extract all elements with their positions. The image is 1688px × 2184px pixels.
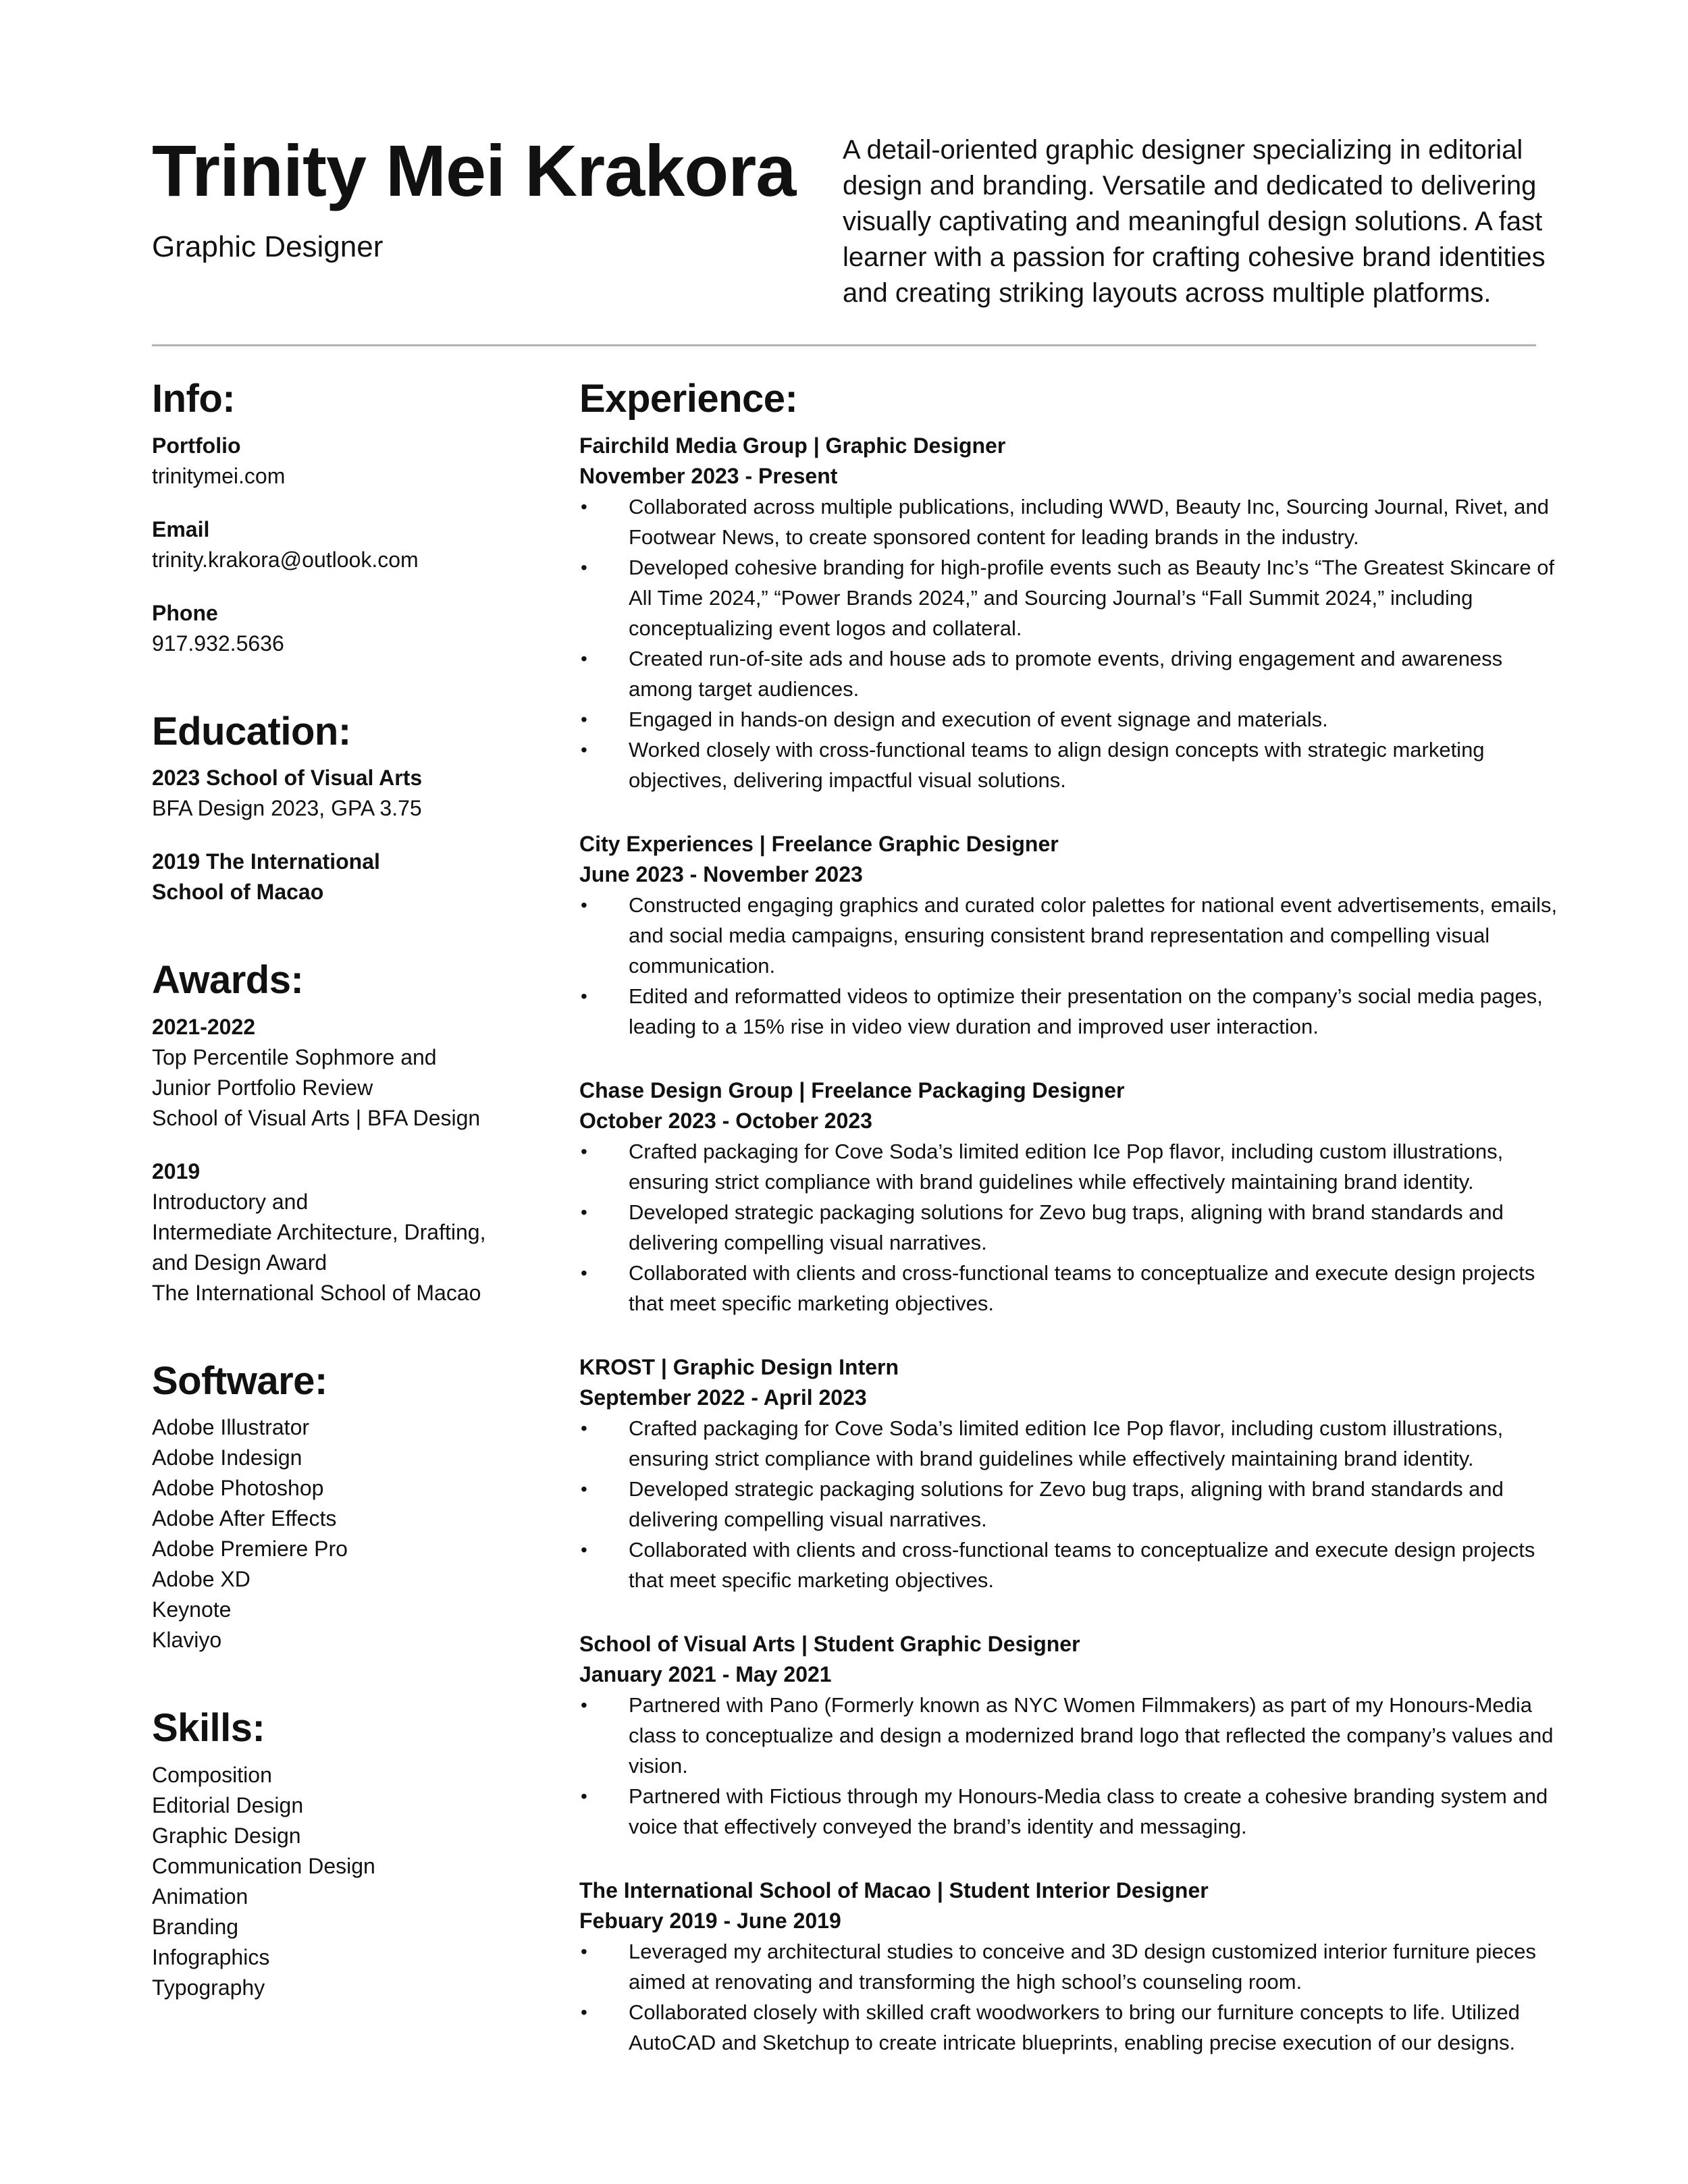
info-heading: Info: [152, 377, 236, 421]
skill-item: Communication Design [152, 1853, 375, 1878]
job-bullets [579, 1936, 1558, 2058]
bullet-text: Developed cohesive branding for high-profile events such as Beauty Inc’s “The Greatest Skincare of All Time 2024,” “Power Brands 2024,” and Sourcing Journal’s “Fall Summit 2024,” including conceptualizing event logos and collateral. [629, 555, 1555, 640]
award-line: Introductory and [152, 1189, 309, 1214]
bullet-text: Edited and reformatted videos to optimize their presentation on the company’s social media pages, leading to a 15% rise in video view duration and improved user interaction. [629, 984, 1543, 1038]
bullet-item [579, 491, 1558, 552]
award-item [152, 1012, 557, 1134]
software-item: Adobe Indesign [152, 1445, 302, 1470]
job-entry [579, 431, 1558, 795]
skill-item: Typography [152, 1975, 265, 2000]
bullet-text: Crafted packaging for Cove Soda’s limited edition Ice Pop flavor, including custom illustrations, ensuring strict compliance with brand guidelines while effectively maintaining brand identity. [629, 1139, 1504, 1194]
job-bullets [579, 1690, 1558, 1842]
software-item: Adobe XD [152, 1567, 250, 1591]
bullet-text: Partnered with Pano (Formerly known as NYC Women Filmmakers) as part of my Honours-Media class to conceptualize and design a modernized brand logo that reflected the company’s values and vision. [629, 1693, 1554, 1778]
bullet-item [579, 643, 1558, 704]
bullet-icon: • [581, 894, 587, 915]
bullet-text: Collaborated closely with skilled craft woodworkers to bring our furniture concepts to life. Utilized AutoCAD and Sketchup to create intricate blueprints, enabling precise execution of our designs. [629, 2000, 1520, 2054]
skill-item: Composition [152, 1762, 272, 1787]
software-item: Adobe After Effects [152, 1506, 337, 1530]
bullet-text: Engaged in hands-on design and execution of event signage and materials. [629, 707, 1328, 731]
bullet-icon: • [581, 1201, 587, 1223]
job-dates: June 2023 - November 2023 [579, 861, 863, 886]
bullet-item [579, 1690, 1558, 1781]
bullet-item [579, 735, 1558, 795]
award-line: and Design Award [152, 1250, 327, 1275]
info-phone [152, 598, 557, 659]
job-dates: Febuary 2019 - June 2019 [579, 1908, 841, 1933]
bullet-text: Collaborated across multiple publications, including WWD, Beauty Inc, Sourcing Journal, Rivet, and Footwear News, to create sponsored content for leading brands in the industry. [629, 494, 1549, 549]
bullet-icon: • [581, 739, 587, 760]
bullet-item [579, 1258, 1558, 1319]
awards-section [152, 956, 557, 1308]
skill-item: Branding [152, 1914, 239, 1939]
job-bullets [579, 1136, 1558, 1319]
bullet-item [579, 981, 1558, 1042]
bullet-item [579, 1997, 1558, 2058]
bullet-icon: • [581, 1478, 587, 1499]
skill-item: Editorial Design [152, 1792, 304, 1817]
bullet-item [579, 704, 1558, 735]
bullet-text: Partnered with Fictious through my Honours-Media class to create a cohesive branding system and voice that effectively conveyed the brand’s identity and messaging. [629, 1784, 1548, 1838]
skill-item: Animation [152, 1884, 248, 1909]
award-year: 2019 [152, 1158, 201, 1183]
job-entry [579, 1629, 1558, 1842]
award-item [152, 1156, 557, 1308]
education-label: School of Macao [152, 880, 324, 904]
software-item: Klaviyo [152, 1628, 222, 1652]
left-column [152, 375, 557, 2003]
bullet-text: Constructed engaging graphics and curated color palettes for national event advertisements, emails, and social media campaigns, ensuring consistent brand representation and compelling visual communication. [629, 893, 1558, 978]
portfolio-link[interactable]: trinitymei.com [152, 463, 286, 488]
education-label: 2023 School of Visual Arts [152, 766, 423, 790]
info-portfolio [152, 431, 557, 491]
bullet-text: Developed strategic packaging solutions for Zevo bug traps, aligning with brand standards and delivering compelling visual narratives. [629, 1476, 1504, 1531]
email-link[interactable]: trinity.krakora@outlook.com [152, 547, 419, 572]
bullet-text: Leveraged my architectural studies to conceive and 3D design customized interior furniture pieces aimed at renovating and transforming the high school’s counseling room. [629, 1939, 1537, 1994]
bullet-icon: • [581, 2001, 587, 2023]
bullet-icon: • [581, 1140, 587, 1162]
phone-number: 917.932.5636 [152, 631, 284, 656]
bullet-item [579, 1535, 1558, 1595]
bullet-text: Worked closely with cross-functional teams to align design concepts with strategic marketing objectives, delivering impactful visual solutions. [629, 737, 1485, 792]
info-email [152, 514, 557, 575]
bullet-icon: • [581, 1940, 587, 1962]
award-line: Junior Portfolio Review [152, 1075, 373, 1100]
job-dates: October 2023 - October 2023 [579, 1108, 872, 1133]
software-item: Adobe Premiere Pro [152, 1537, 348, 1561]
job-title: School of Visual Arts | Student Graphic Designer [579, 1631, 1080, 1656]
info-label: Phone [152, 600, 218, 625]
bullet-item [579, 1936, 1558, 1997]
award-line: School of Visual Arts | BFA Design [152, 1105, 481, 1130]
bullet-item [579, 1781, 1558, 1842]
award-line: Top Percentile Sophmore and [152, 1044, 437, 1069]
job-bullets [579, 890, 1558, 1042]
bullet-icon: • [581, 1539, 587, 1560]
software-item: Adobe Photoshop [152, 1476, 324, 1500]
job-title: City Experiences | Freelance Graphic Designer [579, 831, 1059, 856]
bullet-item [579, 1413, 1558, 1474]
software-item: Adobe Illustrator [152, 1415, 310, 1439]
bullet-icon: • [581, 556, 587, 578]
bullet-item [579, 890, 1558, 981]
education-heading: Education: [152, 709, 351, 753]
bullet-text: Collaborated with clients and cross-functional teams to conceptualize and execute design projects that meet specific marketing objectives. [629, 1260, 1535, 1315]
candidate-name: Trinity Mei Krakora [152, 130, 796, 211]
bullet-item [579, 1474, 1558, 1535]
bullet-icon: • [581, 647, 587, 669]
bullet-text: Collaborated with clients and cross-functional teams to conceptualize and execute design projects that meet specific marketing objectives. [629, 1537, 1535, 1592]
job-entry [579, 1352, 1558, 1595]
software-heading: Software: [152, 1358, 327, 1403]
bullet-icon: • [581, 1417, 587, 1439]
bullet-icon: • [581, 985, 587, 1007]
skills-heading: Skills: [152, 1706, 265, 1750]
job-entry [579, 829, 1558, 1042]
bullet-icon: • [581, 1694, 587, 1715]
candidate-role: Graphic Designer [152, 230, 384, 263]
education-section [152, 708, 557, 908]
awards-heading: Awards: [152, 958, 304, 1002]
job-bullets [579, 1413, 1558, 1595]
education-item [152, 847, 557, 907]
job-dates: January 2021 - May 2021 [579, 1661, 832, 1686]
bullet-text: Crafted packaging for Cove Soda’s limited edition Ice Pop flavor, including custom illustrations, ensuring strict compliance with brand guidelines while effectively maintaining brand identity. [629, 1416, 1504, 1470]
award-line: The International School of Macao [152, 1280, 481, 1305]
job-title: Fairchild Media Group | Graphic Designer [579, 433, 1006, 458]
resume-page [152, 128, 1558, 2054]
info-label: Email [152, 516, 210, 541]
bullet-icon: • [581, 496, 587, 517]
resume-header [152, 128, 1546, 344]
software-section [152, 1357, 557, 1656]
job-bullets [579, 491, 1558, 795]
bullet-text: Created run-of-site ads and house ads to promote events, driving engagement and awareness among target audiences. [629, 646, 1503, 701]
bullet-icon: • [581, 1262, 587, 1283]
job-entry [579, 1875, 1558, 2058]
job-title: Chase Design Group | Freelance Packaging Designer [579, 1077, 1125, 1102]
job-dates: November 2023 - Present [579, 463, 838, 488]
job-dates: September 2022 - April 2023 [579, 1385, 867, 1410]
bullet-item [579, 1197, 1558, 1258]
job-entry [579, 1075, 1558, 1319]
info-section [152, 375, 557, 659]
skill-item: Infographics [152, 1944, 270, 1969]
profile-summary: A detail-oriented graphic designer specializing in editorial design and branding. Versatile and dedicated to delivering visually captivating and meaningful design solutions. A fast learner with a passion for crafting cohesive brand identities and creating striking layouts across multiple platforms. [843, 135, 1546, 308]
job-title: KROST | Graphic Design Intern [579, 1354, 899, 1379]
award-year: 2021-2022 [152, 1014, 256, 1039]
bullet-icon: • [581, 708, 587, 730]
skill-item: Graphic Design [152, 1823, 301, 1848]
experience-column [579, 375, 1558, 2058]
software-item: Keynote [152, 1597, 232, 1622]
education-label: 2019 The International [152, 849, 380, 874]
bullet-item [579, 552, 1558, 643]
bullet-item [579, 1136, 1558, 1197]
skills-section [152, 1704, 557, 2003]
education-detail: BFA Design 2023, GPA 3.75 [152, 796, 422, 820]
experience-heading: Experience: [579, 377, 798, 421]
education-item [152, 763, 557, 824]
bullet-icon: • [581, 1785, 587, 1807]
header-divider [152, 344, 1536, 346]
award-line: Intermediate Architecture, Drafting, [152, 1219, 486, 1244]
job-title: The International School of Macao | Student Interior Designer [579, 1877, 1209, 1902]
info-label: Portfolio [152, 433, 241, 458]
bullet-text: Developed strategic packaging solutions for Zevo bug traps, aligning with brand standards and delivering compelling visual narratives. [629, 1200, 1504, 1254]
